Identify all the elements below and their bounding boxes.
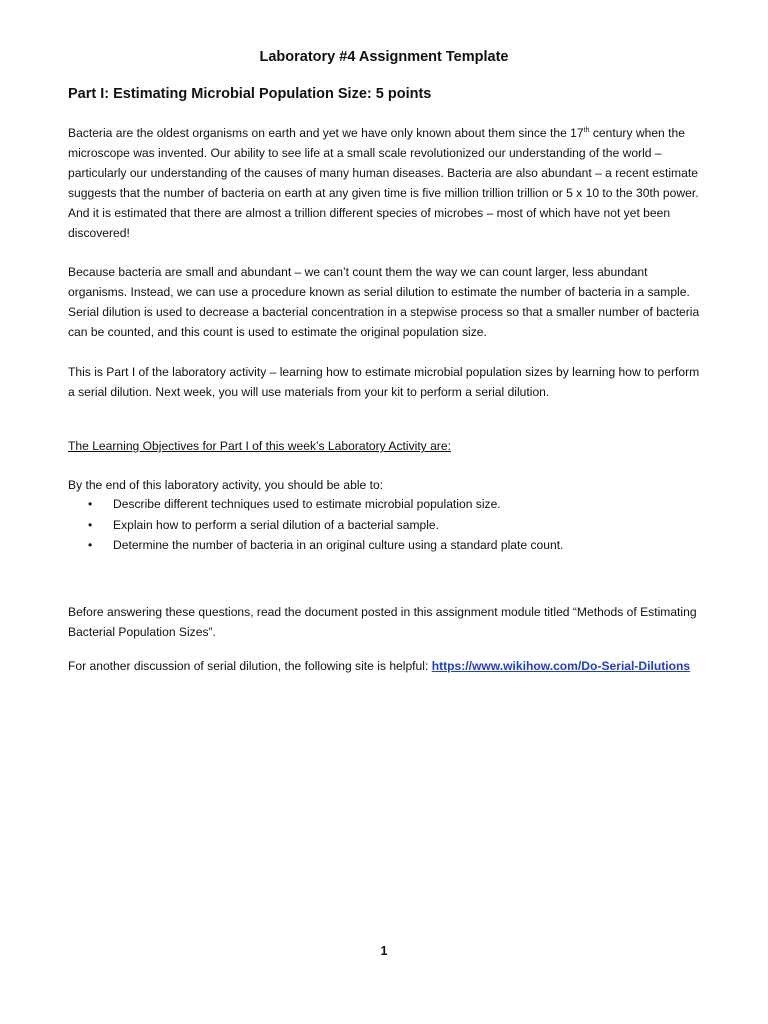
objective-text: Determine the number of bacteria in an original culture using a standard plate count. [113, 538, 564, 552]
intro-paragraph-text-cont: century when the microscope was invented. Our ability to see life at a small scale revolutionized our understanding of the world – particularly our understanding of the causes of many human diseases. Bacteria are also abundant – a recent estimate suggests that the number of bacteria on earth at any given time is five million trillion trillion or 5 x 10 to the 30th power. And it is estimated that there are almost a trillion different species of microbes – most of which have not yet been discovered! [68, 126, 699, 240]
objective-text: Describe different techniques used to estimate microbial population size. [113, 497, 501, 511]
bullet-icon: • [88, 538, 93, 552]
objective-text: Explain how to perform a serial dilution of a bacterial sample. [113, 517, 440, 532]
part-heading: Part I: Estimating Microbial Population Size: 5 points [68, 86, 432, 102]
list-item [68, 535, 563, 556]
objectives-heading: The Learning Objectives for Part I of this week’s Laboratory Activity are: [68, 439, 451, 453]
bullet-icon: • [88, 517, 93, 532]
page-number: 1 [380, 944, 388, 958]
ordinal-superscript: th [583, 126, 590, 134]
resource-paragraph-text: For another discussion of serial dilution, the following site is helpful: [68, 659, 432, 673]
intro-paragraph [68, 123, 700, 243]
reading-instructions-paragraph: Before answering these questions, read the document posted in this assignment module titled “Methods of Estimating Bacterial Population Sizes”. [68, 605, 697, 639]
list-item [68, 494, 563, 515]
resource-paragraph [68, 656, 700, 676]
list-item [68, 515, 563, 536]
objectives-list [68, 494, 563, 556]
document-title: Laboratory #4 Assignment Template [259, 49, 509, 65]
wikihow-link[interactable]: https://www.wikihow.com/Do-Serial-Dilutions [431, 659, 691, 673]
part-one-paragraph: This is Part I of the laboratory activity – learning how to estimate microbial population sizes by learning how to perform a serial dilution. Next week, you will use materials from your kit to perform a serial dilution. [68, 365, 700, 399]
objectives-intro: By the end of this laboratory activity, you should be able to: [68, 478, 384, 492]
serial-dilution-paragraph: Because bacteria are small and abundant – we can’t count them the way we can count larger, less abundant organisms. Instead, we can use a procedure known as serial dilution to estimate the number of bacteria in a sample. Serial dilution is used to decrease a bacterial concentration in a stepwise process so that a smaller number of bacteria can be counted, and this count is used to estimate the original population size. [68, 265, 700, 339]
intro-paragraph-text: Bacteria are the oldest organisms on earth and yet we have only known about them since the 17 [68, 126, 584, 140]
bullet-icon: • [88, 497, 93, 511]
